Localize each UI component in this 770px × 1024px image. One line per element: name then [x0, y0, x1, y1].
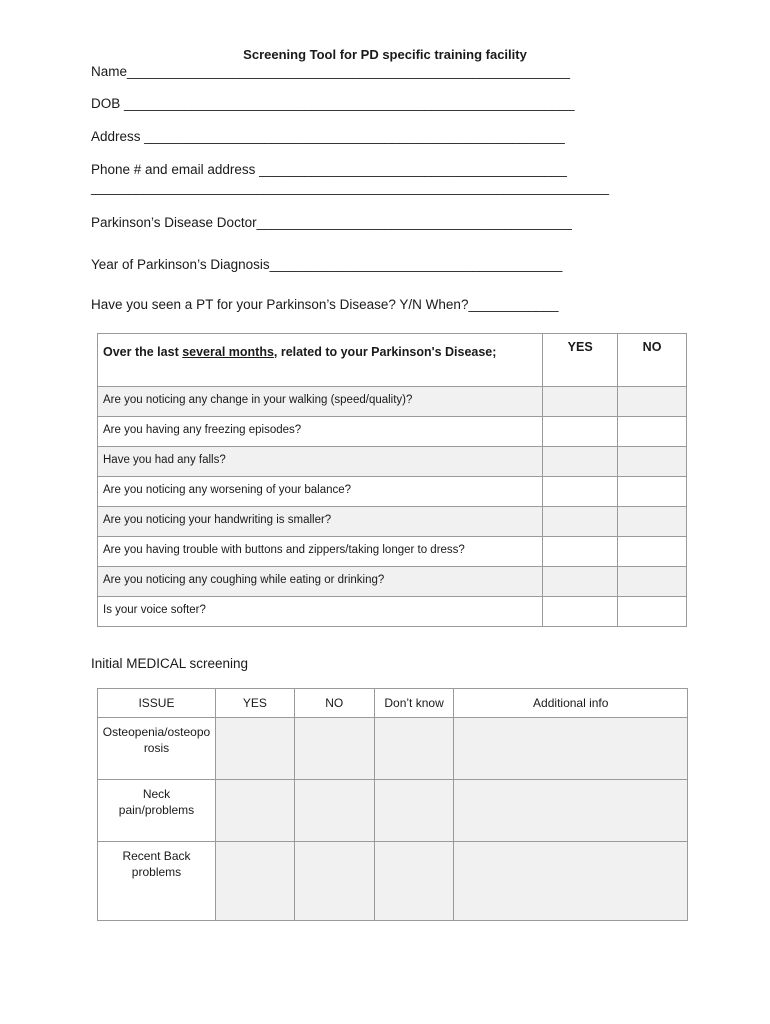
- table-row: [98, 842, 688, 921]
- yes-column-header: YES: [543, 334, 618, 387]
- no-cell[interactable]: [294, 718, 374, 780]
- table-row: [98, 477, 687, 507]
- yes-cell[interactable]: [543, 567, 618, 597]
- additional-info-cell[interactable]: [454, 780, 688, 842]
- yes-cell[interactable]: [543, 507, 618, 537]
- form-title: Screening Tool for PD specific training facility: [243, 47, 527, 62]
- table-row: [98, 417, 687, 447]
- table-row: [98, 447, 687, 477]
- dont-know-cell[interactable]: [374, 718, 454, 780]
- yes-cell[interactable]: [543, 597, 618, 627]
- question-freezing: Are you having any freezing episodes?: [98, 417, 543, 447]
- yes-cell[interactable]: [215, 718, 294, 780]
- question-walking: Are you noticing any change in your walking (speed/quality)?: [98, 387, 543, 417]
- no-cell[interactable]: [618, 387, 687, 417]
- question-voice: Is your voice softer?: [98, 597, 543, 627]
- yes-cell[interactable]: [543, 387, 618, 417]
- yes-cell[interactable]: [543, 417, 618, 447]
- phone-email-field[interactable]: Phone # and email address _________________________________________: [91, 162, 567, 177]
- issue-neck: Neck pain/problems: [98, 780, 216, 842]
- no-column-header: NO: [618, 334, 687, 387]
- yes-cell[interactable]: [215, 842, 294, 921]
- medical-screening-table: [97, 688, 688, 921]
- question-falls: Have you had any falls?: [98, 447, 543, 477]
- table-row: [98, 537, 687, 567]
- table-row: [98, 597, 687, 627]
- question-coughing: Are you noticing any coughing while eating or drinking?: [98, 567, 543, 597]
- yes-cell[interactable]: [543, 537, 618, 567]
- medical-screening-heading: Initial MEDICAL screening: [91, 656, 249, 671]
- medical-header-row: [98, 689, 688, 718]
- no-cell[interactable]: [294, 842, 374, 921]
- no-cell[interactable]: [294, 780, 374, 842]
- symptom-questions-table: [97, 333, 687, 627]
- table-row: [98, 780, 688, 842]
- name-field[interactable]: Name___________________________________________________________: [91, 64, 570, 79]
- table-row: [98, 507, 687, 537]
- issue-back: Recent Back problems: [98, 842, 216, 921]
- phone-email-continuation-line[interactable]: _____________________________________________________________________: [91, 180, 610, 195]
- yes-column-header: YES: [215, 689, 294, 718]
- yes-cell[interactable]: [543, 447, 618, 477]
- questions-header: Over the last several months, related to your Parkinson's Disease;: [98, 334, 543, 387]
- issue-column-header: ISSUE: [98, 689, 216, 718]
- no-cell[interactable]: [618, 417, 687, 447]
- additional-info-cell[interactable]: [454, 718, 688, 780]
- additional-info-cell[interactable]: [454, 842, 688, 921]
- pd-doctor-field[interactable]: Parkinson’s Disease Doctor__________________________________________: [91, 215, 572, 230]
- no-cell[interactable]: [618, 447, 687, 477]
- dont-know-cell[interactable]: [374, 780, 454, 842]
- no-cell[interactable]: [618, 477, 687, 507]
- no-cell[interactable]: [618, 567, 687, 597]
- no-cell[interactable]: [618, 597, 687, 627]
- yes-cell[interactable]: [215, 780, 294, 842]
- issue-osteopenia: Osteopenia/osteoporosis: [98, 718, 216, 780]
- several-months-emphasis: several months: [182, 345, 274, 359]
- yes-cell[interactable]: [543, 477, 618, 507]
- question-dressing: Are you having trouble with buttons and zippers/taking longer to dress?: [98, 537, 543, 567]
- table-row: [98, 387, 687, 417]
- question-balance: Are you noticing any worsening of your balance?: [98, 477, 543, 507]
- no-column-header: NO: [294, 689, 374, 718]
- question-handwriting: Are you noticing your handwriting is smaller?: [98, 507, 543, 537]
- no-cell[interactable]: [618, 507, 687, 537]
- table-row: [98, 567, 687, 597]
- address-field[interactable]: Address ________________________________________________________: [91, 129, 565, 144]
- table-row: [98, 718, 688, 780]
- dont-know-cell[interactable]: [374, 842, 454, 921]
- questions-header-row: [98, 334, 687, 387]
- dont-know-column-header: Don’t know: [374, 689, 454, 718]
- dob-field[interactable]: DOB ____________________________________________________________: [91, 96, 575, 111]
- pt-seen-field[interactable]: Have you seen a PT for your Parkinson’s Disease? Y/N When?____________: [91, 297, 559, 312]
- diagnosis-year-field[interactable]: Year of Parkinson’s Diagnosis_______________________________________: [91, 257, 563, 272]
- no-cell[interactable]: [618, 537, 687, 567]
- additional-info-column-header: Additional info: [454, 689, 688, 718]
